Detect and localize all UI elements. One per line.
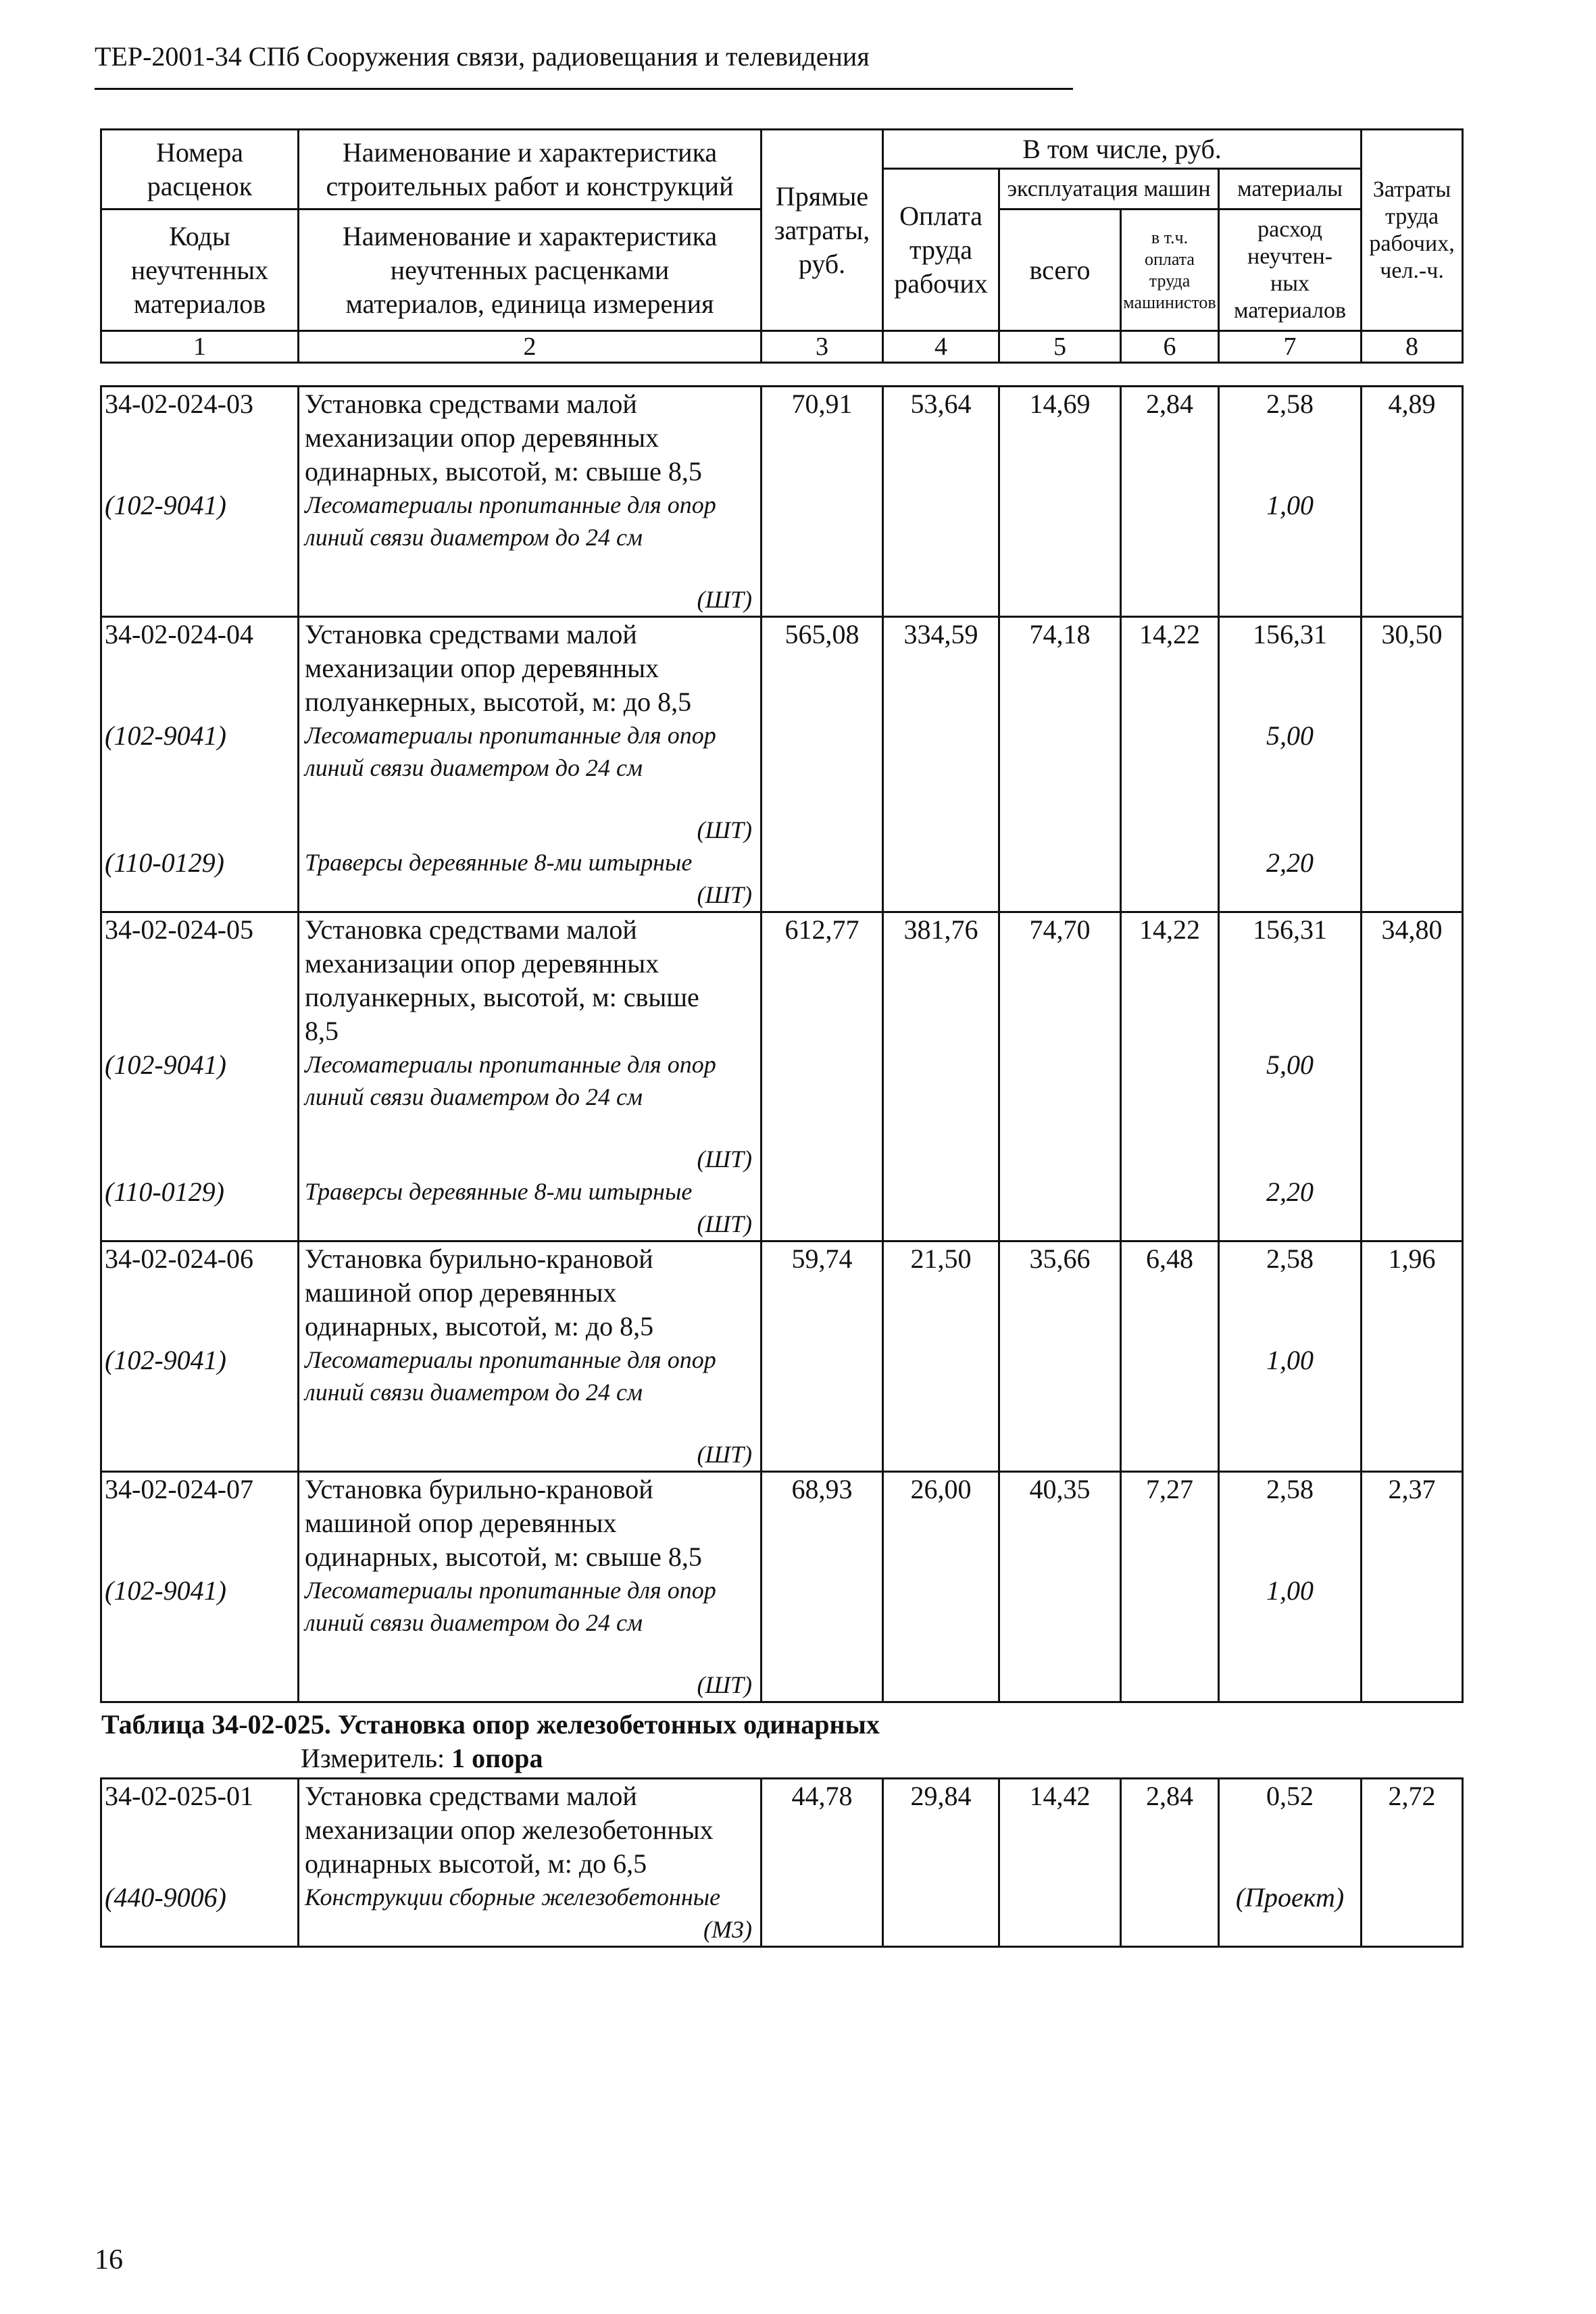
empty-cell [762, 1175, 883, 1241]
empty-cell [762, 1881, 883, 1947]
rate-row [101, 1472, 1463, 1575]
material-name-line: Траверсы деревянные 8-ми штырные [305, 849, 693, 876]
material-unit: (ШТ) [697, 1441, 752, 1468]
empty-cell [883, 1048, 999, 1175]
machinist-labor-cost: 14,22 [1121, 617, 1219, 720]
col-4-header: Оплата труда рабочих [883, 169, 999, 331]
direct-cost: 44,78 [762, 1779, 883, 1881]
material-unit: (ШТ) [697, 1146, 752, 1173]
material-code: (102-9041) [101, 1048, 299, 1175]
material-row [101, 489, 1463, 617]
machine-cost: 74,18 [999, 617, 1121, 720]
rate-name-line: Установка средствами малой [305, 389, 637, 419]
materials-header: материалы [1219, 169, 1362, 210]
material-name-line: Лесоматериалы пропитанные для опор [305, 1577, 716, 1604]
rate-code: 34-02-024-07 [101, 1472, 299, 1575]
rate-name-line: механизации опор деревянных [305, 653, 659, 683]
col-number: 4 [883, 331, 999, 363]
col-5-header: всего [999, 210, 1121, 331]
material-quantity: (Проект) [1219, 1881, 1362, 1947]
empty-cell [1121, 489, 1219, 617]
labor-hours: 1,96 [1362, 1241, 1463, 1344]
material-quantity: 5,00 [1219, 719, 1362, 846]
col-number: 6 [1121, 331, 1219, 363]
labor-hours: 30,50 [1362, 617, 1463, 720]
col-number: 3 [762, 331, 883, 363]
empty-cell [999, 719, 1121, 846]
empty-cell [762, 719, 883, 846]
col-number: 1 [101, 331, 299, 363]
direct-cost: 612,77 [762, 912, 883, 1049]
rate-name [299, 1241, 762, 1344]
page-header: ТЕР-2001-34 СПб Сооружения связи, радиовещания и телевидения [95, 41, 870, 72]
empty-cell [1121, 719, 1219, 846]
material-quantity: 1,00 [1219, 489, 1362, 617]
col-7-header: расход неучтен- ных материалов [1219, 210, 1362, 331]
materials-cost: 2,58 [1219, 1241, 1362, 1344]
rate-name-line: полуанкерных, высотой, м: свыше [305, 982, 699, 1012]
col-6-header: в т.ч. оплата труда машинистов [1121, 210, 1219, 331]
col-3-header: Прямые затраты, руб. [762, 130, 883, 331]
materials-cost: 0,52 [1219, 1779, 1362, 1881]
direct-cost: 565,08 [762, 617, 883, 720]
column-header-table [100, 128, 1464, 364]
machinist-labor-cost: 2,84 [1121, 1779, 1219, 1881]
material-row [101, 1175, 1463, 1241]
material-row [101, 846, 1463, 912]
labor-cost: 26,00 [883, 1472, 999, 1575]
material-name [299, 1048, 762, 1175]
empty-cell [1121, 1048, 1219, 1175]
empty-cell [999, 1574, 1121, 1702]
empty-cell [1121, 1574, 1219, 1702]
rate-name-line: Установка средствами малой [305, 619, 637, 649]
material-quantity: 1,00 [1219, 1344, 1362, 1472]
machine-cost: 40,35 [999, 1472, 1121, 1575]
direct-cost: 70,91 [762, 387, 883, 489]
rate-name [299, 1779, 762, 1881]
material-name [299, 1175, 762, 1241]
labor-cost: 21,50 [883, 1241, 999, 1344]
empty-cell [1362, 719, 1463, 846]
machine-cost: 35,66 [999, 1241, 1121, 1344]
material-unit: (М3) [703, 1916, 752, 1943]
group-header: В том числе, руб. [883, 130, 1362, 169]
material-name [299, 1344, 762, 1472]
material-quantity: 2,20 [1219, 1175, 1362, 1241]
machine-cost: 14,69 [999, 387, 1121, 489]
materials-cost: 2,58 [1219, 1472, 1362, 1575]
material-name-line: Лесоматериалы пропитанные для опор [305, 1051, 716, 1078]
rate-name-line: Установка бурильно-крановой [305, 1474, 653, 1504]
page-number: 16 [95, 2244, 123, 2275]
empty-cell [1362, 1574, 1463, 1702]
material-row [101, 1574, 1463, 1702]
empty-cell [1362, 1344, 1463, 1472]
rate-code: 34-02-024-06 [101, 1241, 299, 1344]
material-row [101, 1881, 1463, 1947]
material-code: (110-0129) [101, 1175, 299, 1241]
col-number: 8 [1362, 331, 1463, 363]
material-code: (102-9041) [101, 1344, 299, 1472]
empty-cell [999, 1048, 1121, 1175]
rate-name-line: машиной опор деревянных [305, 1508, 617, 1538]
empty-cell [883, 719, 999, 846]
labor-cost: 381,76 [883, 912, 999, 1049]
rate-name [299, 387, 762, 489]
empty-cell [1362, 489, 1463, 617]
empty-cell [1121, 846, 1219, 912]
rate-name-line: полуанкерных, высотой, м: до 8,5 [305, 687, 692, 717]
material-code: (102-9041) [101, 1574, 299, 1702]
material-name-line: линий связи диаметром до 24 см [305, 1083, 643, 1110]
labor-hours: 4,89 [1362, 387, 1463, 489]
material-code: (110-0129) [101, 846, 299, 912]
empty-cell [1362, 1048, 1463, 1175]
rate-name-line: Установка средствами малой [305, 914, 637, 945]
rate-name-line: машиной опор деревянных [305, 1277, 617, 1308]
rate-name [299, 617, 762, 720]
empty-cell [999, 1881, 1121, 1947]
empty-cell [883, 489, 999, 617]
rate-name-line: механизации опор деревянных [305, 422, 659, 453]
rate-code: 34-02-025-01 [101, 1779, 299, 1881]
rates-table-34-02-024 [100, 385, 1464, 1703]
empty-cell [999, 1175, 1121, 1241]
col-2-top-header: Наименование и характеристика строительных работ и конструкций [299, 130, 762, 210]
material-name [299, 1881, 762, 1947]
material-row [101, 719, 1463, 846]
material-row [101, 1048, 1463, 1175]
col-1-top-header: Номера расценок [101, 130, 299, 210]
empty-cell [762, 1574, 883, 1702]
rate-name-line: 8,5 [305, 1016, 339, 1046]
header-rule [95, 88, 1073, 90]
col-number: 5 [999, 331, 1121, 363]
table-measure: Измеритель: 1 опора [301, 1743, 543, 1773]
material-quantity: 2,20 [1219, 846, 1362, 912]
material-name [299, 719, 762, 846]
rate-code: 34-02-024-03 [101, 387, 299, 489]
rate-name-line: Установка бурильно-крановой [305, 1244, 653, 1274]
col-number: 2 [299, 331, 762, 363]
empty-cell [1362, 1175, 1463, 1241]
machines-header: эксплуатация машин [999, 169, 1219, 210]
rate-row [101, 617, 1463, 720]
material-quantity: 1,00 [1219, 1574, 1362, 1702]
rate-name-line: одинарных высотой, м: до 6,5 [305, 1848, 647, 1879]
material-row [101, 1344, 1463, 1472]
col-2-bottom-header: Наименование и характеристика неучтенных расценками материалов, единица измерения [299, 210, 762, 331]
empty-cell [883, 1574, 999, 1702]
empty-cell [1362, 846, 1463, 912]
rate-code: 34-02-024-04 [101, 617, 299, 720]
rate-name-line: механизации опор железобетонных [305, 1815, 714, 1845]
rate-row [101, 1241, 1463, 1344]
empty-cell [883, 846, 999, 912]
material-name-line: линий связи диаметром до 24 см [305, 1609, 643, 1636]
material-code: (440-9006) [101, 1881, 299, 1947]
material-unit: (ШТ) [697, 1210, 752, 1237]
empty-cell [762, 1344, 883, 1472]
empty-cell [1121, 1881, 1219, 1947]
rate-code: 34-02-024-05 [101, 912, 299, 1049]
material-unit: (ШТ) [697, 586, 752, 613]
labor-cost: 334,59 [883, 617, 999, 720]
machinist-labor-cost: 14,22 [1121, 912, 1219, 1049]
material-quantity: 5,00 [1219, 1048, 1362, 1175]
col-1-bottom-header: Коды неучтенных материалов [101, 210, 299, 331]
empty-cell [762, 489, 883, 617]
machinist-labor-cost: 7,27 [1121, 1472, 1219, 1575]
rate-row [101, 912, 1463, 1049]
materials-cost: 2,58 [1219, 387, 1362, 489]
material-name-line: Лесоматериалы пропитанные для опор [305, 1346, 716, 1373]
material-name-line: Лесоматериалы пропитанные для опор [305, 722, 716, 749]
material-unit: (ШТ) [697, 816, 752, 843]
material-name-line: линий связи диаметром до 24 см [305, 524, 643, 551]
rate-name [299, 912, 762, 1049]
empty-cell [999, 1344, 1121, 1472]
rate-name [299, 1472, 762, 1575]
machine-cost: 74,70 [999, 912, 1121, 1049]
direct-cost: 68,93 [762, 1472, 883, 1575]
labor-hours: 2,72 [1362, 1779, 1463, 1881]
material-name [299, 846, 762, 912]
material-name-line: Лесоматериалы пропитанные для опор [305, 491, 716, 518]
empty-cell [1121, 1175, 1219, 1241]
material-unit: (ШТ) [697, 881, 752, 908]
rate-name-line: одинарных, высотой, м: до 8,5 [305, 1311, 654, 1341]
material-unit: (ШТ) [697, 1671, 752, 1698]
empty-cell [762, 1048, 883, 1175]
empty-cell [883, 1175, 999, 1241]
material-name-line: Конструкции сборные железобетонные [305, 1884, 721, 1911]
rates-table-34-02-025 [100, 1777, 1464, 1948]
machinist-labor-cost: 2,84 [1121, 387, 1219, 489]
empty-cell [883, 1344, 999, 1472]
material-name [299, 1574, 762, 1702]
empty-cell [1362, 1881, 1463, 1947]
material-code: (102-9041) [101, 719, 299, 846]
material-name-line: линий связи диаметром до 24 см [305, 1379, 643, 1406]
labor-cost: 53,64 [883, 387, 999, 489]
material-name-line: линий связи диаметром до 24 см [305, 754, 643, 781]
rate-name-line: одинарных, высотой, м: свыше 8,5 [305, 456, 702, 487]
material-name [299, 489, 762, 617]
material-code: (102-9041) [101, 489, 299, 617]
col-8-header: Затраты труда рабочих, чел.-ч. [1362, 130, 1463, 331]
empty-cell [1121, 1344, 1219, 1472]
materials-cost: 156,31 [1219, 912, 1362, 1049]
rate-name-line: одинарных, высотой, м: свыше 8,5 [305, 1542, 702, 1572]
col-number: 7 [1219, 331, 1362, 363]
rate-row [101, 387, 1463, 489]
machinist-labor-cost: 6,48 [1121, 1241, 1219, 1344]
empty-cell [762, 846, 883, 912]
labor-cost: 29,84 [883, 1779, 999, 1881]
machine-cost: 14,42 [999, 1779, 1121, 1881]
rate-name-line: Установка средствами малой [305, 1781, 637, 1811]
direct-cost: 59,74 [762, 1241, 883, 1344]
rate-row [101, 1779, 1463, 1881]
table-caption: Таблица 34-02-025. Установка опор железобетонных одинарных [101, 1709, 880, 1740]
labor-hours: 34,80 [1362, 912, 1463, 1049]
rate-name-line: механизации опор деревянных [305, 948, 659, 979]
materials-cost: 156,31 [1219, 617, 1362, 720]
empty-cell [999, 489, 1121, 617]
empty-cell [999, 846, 1121, 912]
empty-cell [883, 1881, 999, 1947]
material-name-line: Траверсы деревянные 8-ми штырные [305, 1178, 693, 1205]
labor-hours: 2,37 [1362, 1472, 1463, 1575]
